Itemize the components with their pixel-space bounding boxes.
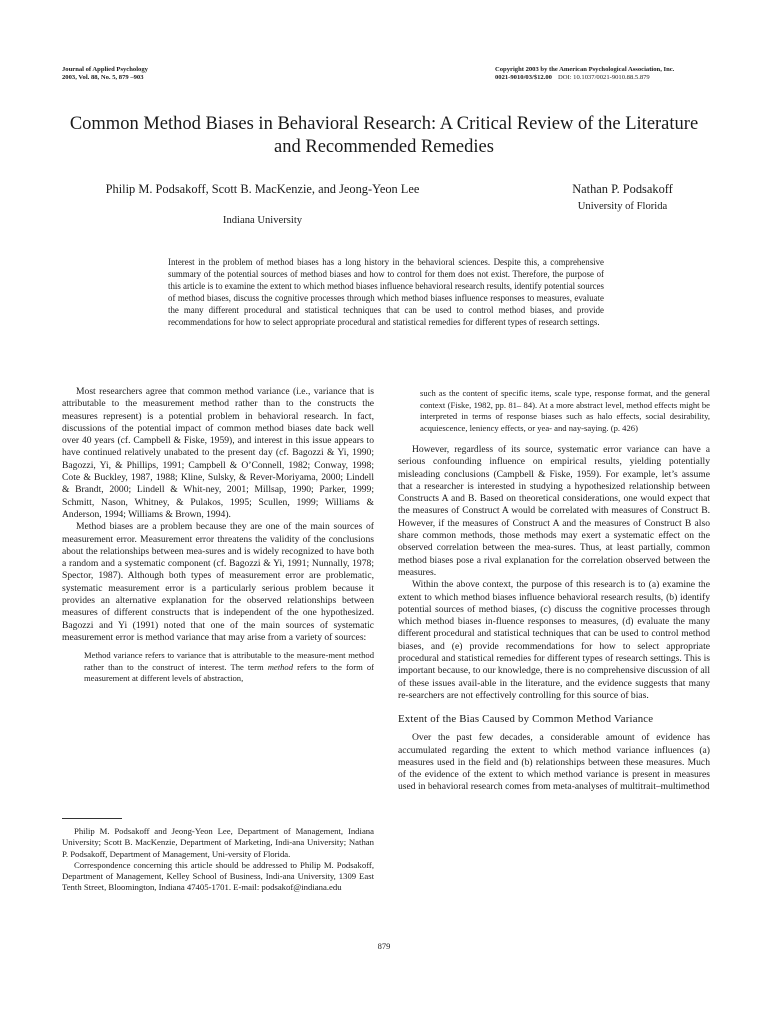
paragraph-purpose: Within the above context, the purpose of this research is to (a) examine the extent to which method biases influence behavioral research results, (b) identify potential sources of method biases, (c) discuss the cognitive processes through which method biases in-fluence responses to measures, (d) evaluate the many different procedural and statistical techniques that can be used to control method biases, and (e) provide recommendations for how to select appropriate procedural and statistical remedies for different types of research settings. This is important because, to our knowledge, there is no comprehensive discussion of all of these issues avail-able in the literature, and the evidence suggests that many re-searchers are not effectively controlling for this source of bias.	[398, 579, 710, 701]
affiliation-florida: University of Florida	[577, 201, 668, 212]
author-footnotes	[62, 826, 374, 894]
footnote-affiliations: Philip M. Podsakoff and Jeong-Yeon Lee, Department of Management, Indiana University; Scott B. MacKenzie, Department of Marketing, Indi-ana University; Nathan P. Podsakoff, Department of Management, Uni-versity of Florida.	[62, 826, 374, 859]
page-number: 879	[377, 941, 391, 951]
paragraph-method-biases: Method biases are a problem because they are one of the main sources of measurement error. Measurement error threatens the validity of the conclusions about the relationships between mea-sures and is widely recognized to have both a random and a systematic component (cf. Bagozzi & Yi, 1991; Nunnally, 1978; Spector, 1987). Although both types of measurement error are problematic, systematic measurement error is a particularly serious problem because it provides an alternative explanation for the observed relationships between measures of different constructs that is independent of the one hypothesized. Bagozzi and Yi (1991) noted that one of the main sources of systematic measurement error is method variance that may arise from a variety of sources:	[62, 521, 374, 643]
footnote-correspondence: Correspondence concerning this article should be addressed to Philip M. Podsakoff, Department of Management, Kelley School of Business, Indi-ana University, 1309 East Tenth Street, Bloomington, Indiana 47405-1701. E-mail: podsakof@indiana.edu	[62, 859, 374, 893]
copyright-line: Copyright 2003 by the American Psychological Association, Inc.	[495, 66, 675, 73]
block-quote-start: Method variance refers to variance that is attributable to the measure-ment method rather than to the construct of interest. The term method refers to the form of measurement at different levels of abstraction,	[84, 650, 374, 684]
right-column	[398, 388, 710, 794]
abstract: Interest in the problem of method biases has a long history in the behavioral sciences. Despite this, a comprehensive summary of the potential sources of method biases and how to control for them does not exist. Therefore, the purpose of this article is to examine the extent to which method biases influence behavioral research results, identify potential sources of method biases, discuss the cognitive processes through which method biases influence responses to measures, evaluate the many different procedural and statistical techniques that can be used to control method biases, and provide recommendations for how to select appropriate procedural and statistical remedies for different types of research settings.	[168, 257, 604, 327]
paragraph-intro: Most researchers agree that common method variance (i.e., variance that is attributable to the measurement method rather than to the constructs the measures represent) is a potential problem in behavioral research. In fact, discussions of the potential impact of common method biases date back well over 40 years (cf. Campbell & Fiske, 1959), and interest in this issue appears to have continued relatively unabated to the present day (cf. Bagozzi & Yi, 1990; Bagozzi, Yi, & Phillips, 1991; Campbell & O’Connell, 1982; Conway, 1998; Cote & Buckley, 1987, 1988; Kline, Sulsky, & Rever-Moriyama, 2000; Lindell & Brandt, 2000; Lindell & Whit-ney, 2001; Millsap, 1990; Parker, 1999; Schmitt, Nason, Whitney, & Pulakos, 1995; Scullen, 1999; Williams & Anderson, 1994; Williams & Brown, 1994).	[62, 386, 374, 520]
affiliation-indiana: Indiana University	[222, 215, 303, 226]
authors-indiana: Philip M. Podsakoff, Scott B. MacKenzie, and Jeong-Yeon Lee	[105, 182, 420, 196]
section-heading: Extent of the Bias Caused by Common Method Variance	[398, 713, 654, 726]
emphasis-method: method	[267, 661, 294, 672]
article-title: Common Method Biases in Behavioral Research: A Critical Review of the Literature and Recommended Remedies	[69, 114, 699, 157]
price-doi-line	[495, 74, 725, 82]
block-quote-continued: such as the content of specific items, scale type, response format, and the general context (Fiske, 1982, pp. 81– 84). At a more abstract level, method effects might be interpreted in terms of response biases such as halo effects, social desirability, acquiescence, leniency effects, or yea- and nay-saying. (p. 426)	[420, 388, 710, 433]
journal-volume: 2003, Vol. 88, No. 5, 879 –903	[62, 74, 144, 81]
copyright-header	[495, 66, 725, 82]
footnote-rule	[62, 818, 122, 819]
paragraph-confounding: However, regardless of its source, systematic error variance can have a serious confounding influence on empirical results, yielding potentially misleading conclusions (Campbell & Fiske, 1959). For example, let’s assume that a researcher is interested in studying a hypothesized relationship between Constructs A and B. Based on theoretical considerations, one would expect that the measures of Construct A would be correlated with measures of Construct B. However, if the measures of Construct A and the measures of Construct B also share common methods, those methods may exert a systematic effect on the observed correlation between the mea-sures. Thus, at least partially, common method biases pose a rival explanation for the correlation observed between the measures.	[398, 444, 710, 578]
paragraph-evidence: Over the past few decades, a considerable amount of evidence has accumulated regarding the extent to which method variance influences (a) measures used in the field and (b) relationships between these measures. Much of the evidence of the extent to which method variance is present in measures used in behavioral research comes from meta-analyses of multitrait–multimethod	[398, 732, 710, 793]
doi: DOI: 10.1037/0021-9010.88.5.879	[557, 74, 650, 81]
journal-name: Journal of Applied Psychology	[62, 66, 148, 73]
journal-header	[62, 66, 148, 82]
left-column	[62, 386, 374, 685]
price-code: 0021-9010/03/$12.00	[495, 74, 552, 81]
author-florida: Nathan P. Podsakoff	[572, 182, 673, 196]
